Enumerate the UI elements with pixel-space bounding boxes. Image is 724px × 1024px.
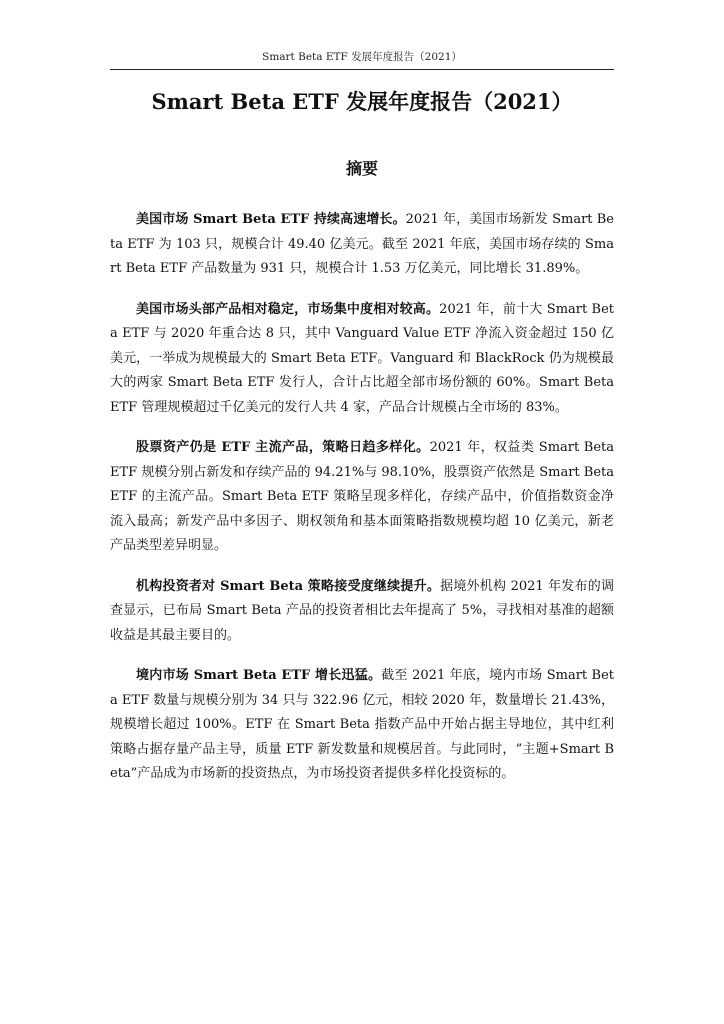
paragraph-lead: 美国市场头部产品相对稳定，市场集中度相对较高。 [136,301,440,317]
paragraph-lead: 股票资产仍是 ETF 主流产品，策略日趋多样化。 [136,440,430,455]
paragraph-text: 2021 年，前十大 Smart Beta ETF 与 2020 年重合达 8 只，其中 Vanguard Value ETF 净流入资金超过 150 亿美元，一举成为规模最大的 Smart Beta ETF。Vanguard 和 BlackRock 仍为规模最大的两家 Smart Beta ETF 发行人，合计占比超全部市场份额的 60%。Smart Beta ETF 管理规模超过千亿美元的发行人共 4 家，产品合计规模占全市场的 83%。 [110,301,614,415]
paragraph-us-growth [110,208,614,282]
abstract-body [110,208,614,803]
paragraph-institutional-investors [110,575,614,649]
paragraph-domestic-market [110,664,614,787]
paragraph-lead: 机构投资者对 Smart Beta 策略接受度继续提升。 [136,578,441,594]
paragraph-text: 截至 2021 年底，境内市场 Smart Beta ETF 数量与规模分别为 34 只与 322.96 亿元，相较 2020 年，数量增长 21.43%，规模增长超过 100%。ETF 在 Smart Beta 指数产品中开始占据主导地位，其中红利策略占据存量产品主导，质量 ETF 新发数量和规模居首。与此同时，“主题+Smart Beta”产品成为市场新的投资热点，为市场投资者提供多样化投资标的。 [110,668,614,781]
document-title: Smart Beta ETF 发展年度报告（2021） [151,89,573,114]
paragraph-us-concentration [110,298,614,421]
paragraph-equity-strategies [110,436,614,559]
paragraph-text: 据境外机构 2021 年发布的调查显示，已布局 Smart Beta 产品的投资者相比去年提高了 5%，寻找相对基准的超额收益是其最主要目的。 [110,578,614,643]
paragraph-lead: 境内市场 Smart Beta ETF 增长迅猛。 [136,668,382,683]
section-heading-abstract: 摘要 [345,159,378,178]
paragraph-lead: 美国市场 Smart Beta ETF 持续高速增长。 [136,212,406,227]
paragraph-text: 2021 年，美国市场新发 Smart Beta ETF 为 103 只，规模合计 49.40 亿美元。截至 2021 年底，美国市场存续的 Smart Beta ETF 产品数量为 931 只，规模合计 1.53 万亿美元，同比增长 31.89%。 [110,212,614,276]
running-header: Smart Beta ETF 发展年度报告（2021） [262,51,462,63]
header-divider [110,69,614,70]
paragraph-text: 2021 年，权益类 Smart Beta ETF 规模分别占新发和存续产品的 94.21%与 98.10%，股票资产依然是 Smart Beta ETF 的主流产品。Smart Beta ETF 策略呈现多样化，存续产品中，价值指数资金净流入最高；新发产品中多因子、期权领角和基本面策略指数规模均超 10 亿美元，新老产品类型差异明显。 [110,440,614,553]
